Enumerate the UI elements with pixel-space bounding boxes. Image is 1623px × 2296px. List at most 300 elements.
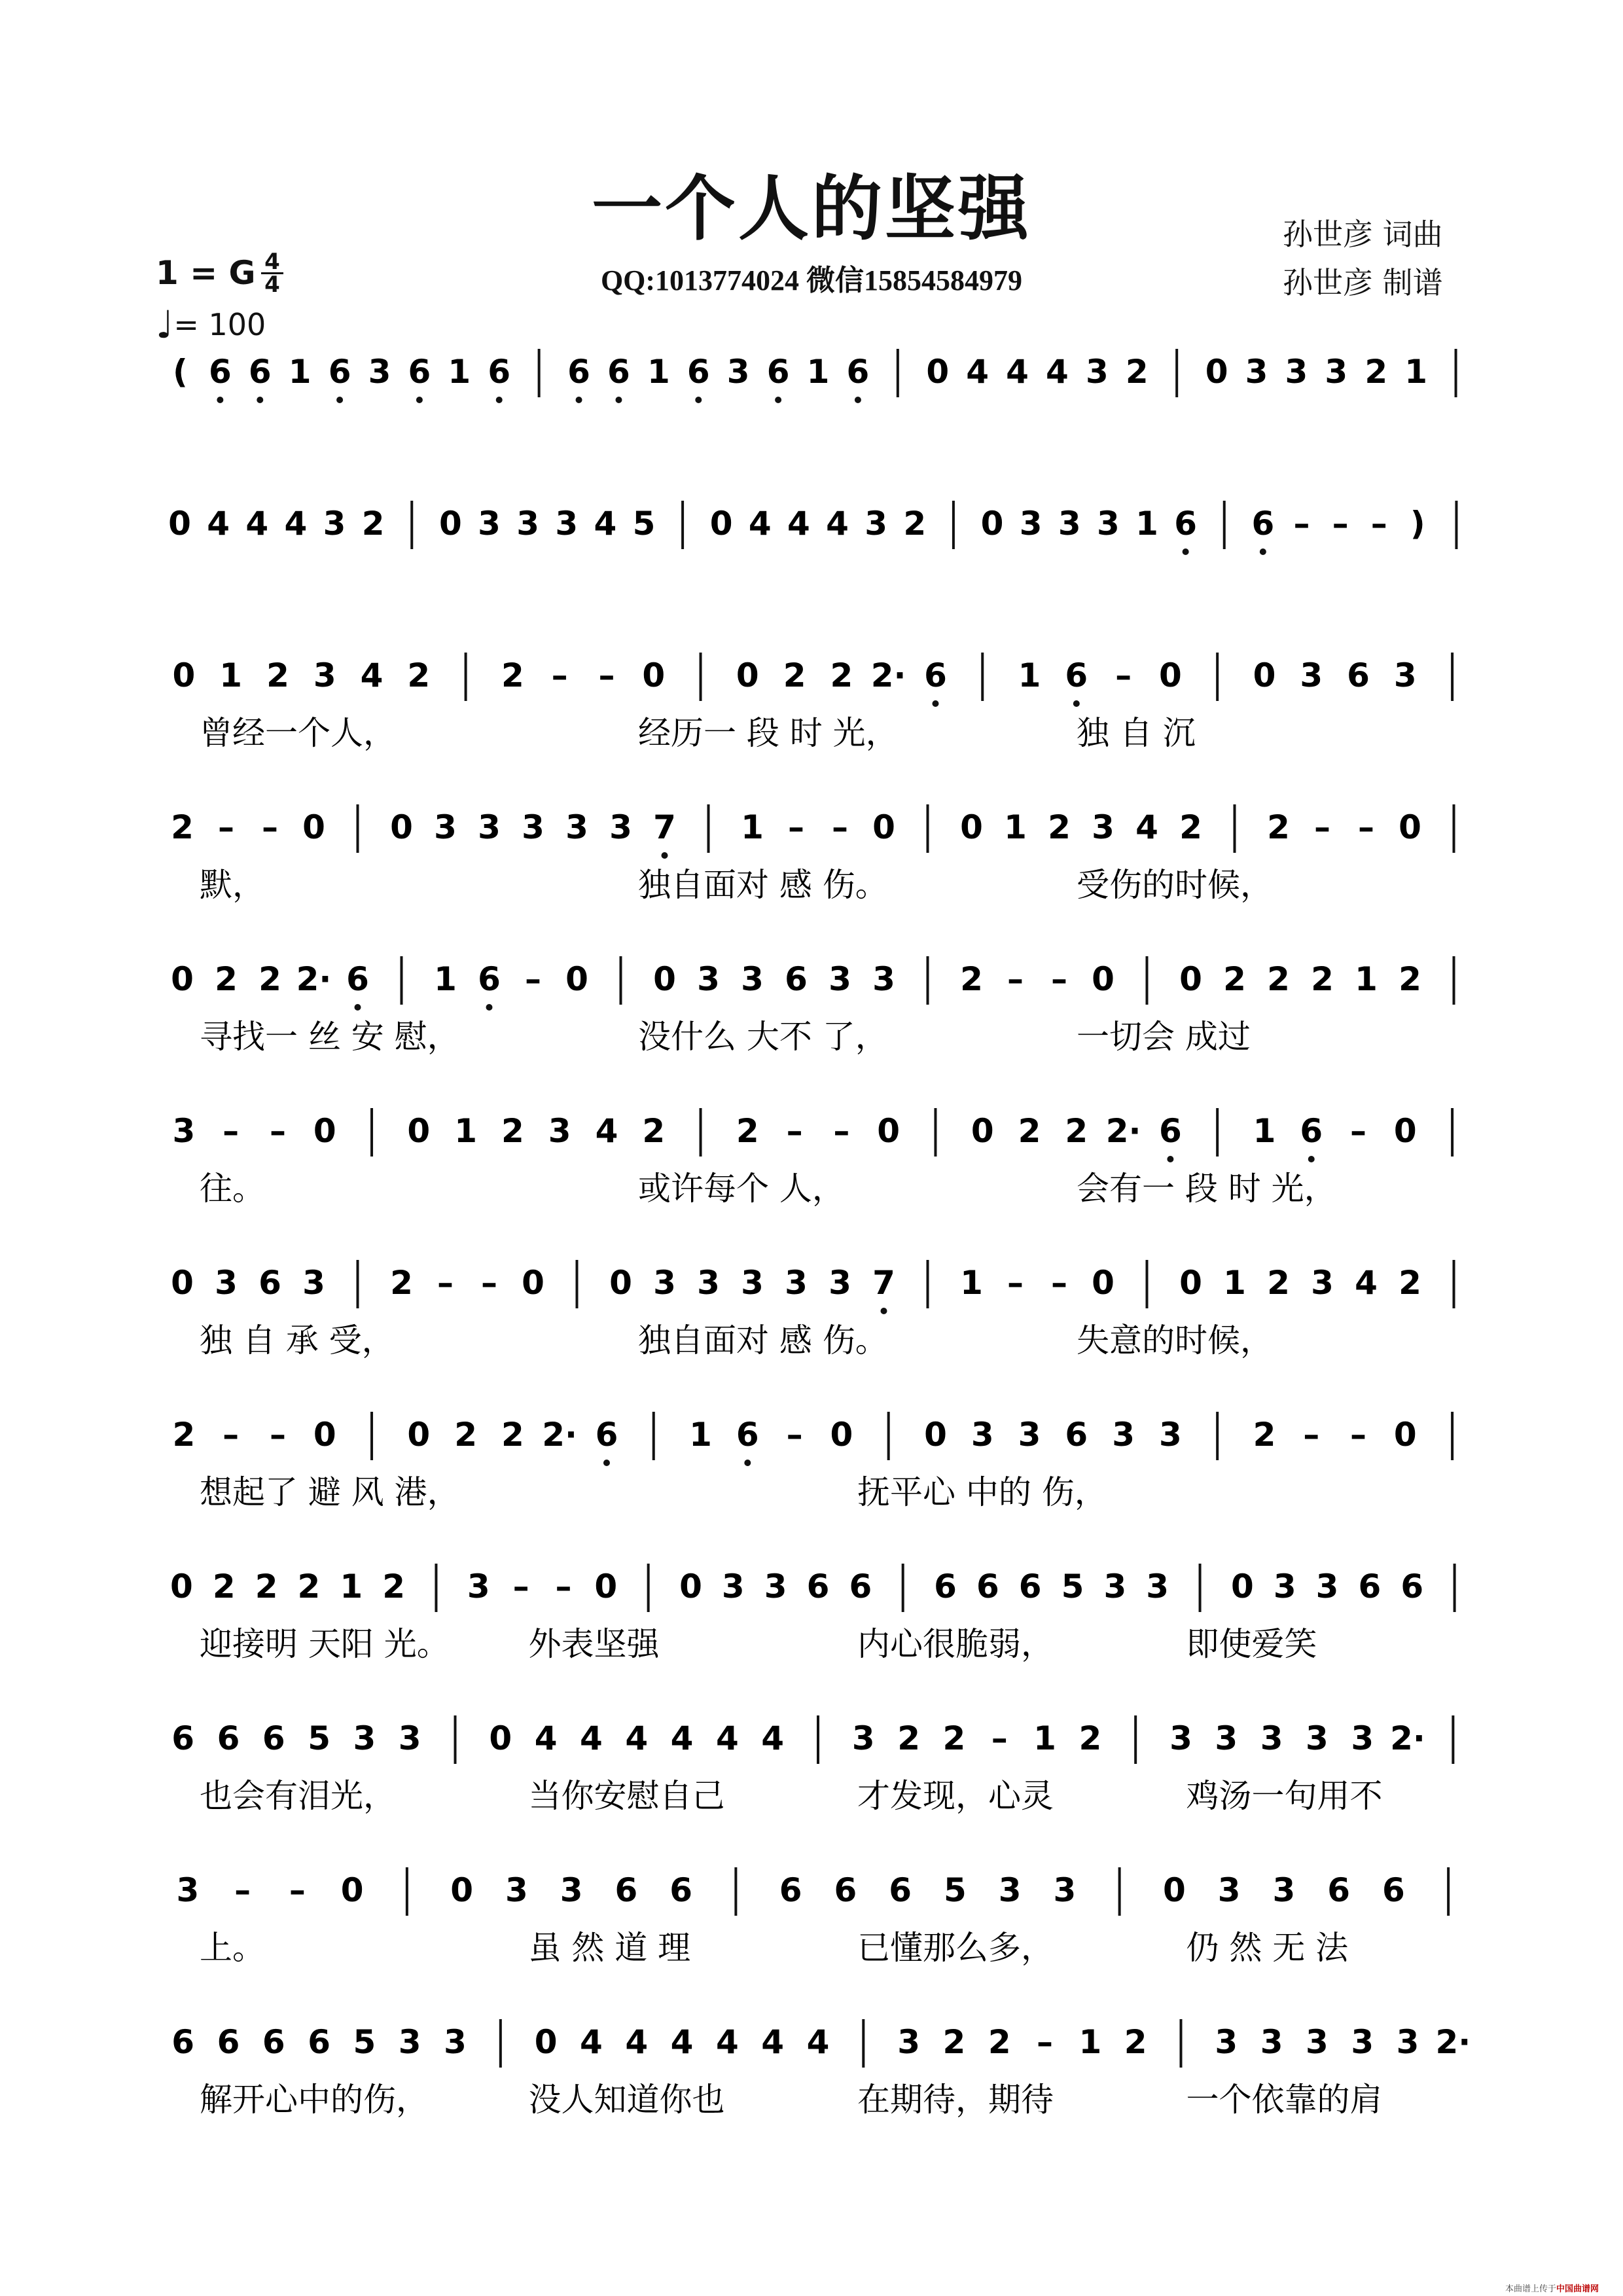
score-note: 3 <box>764 1568 787 1605</box>
score-note: 0 <box>1399 808 1421 846</box>
lyric-line: 曾经一个人， <box>200 714 396 752</box>
lyric-line: 寻找一 丝 安 慰， <box>200 1018 460 1056</box>
score-note: 4 <box>715 2023 739 2061</box>
score-note: 2 <box>454 1416 478 1454</box>
credit-lyrics-music: 孙世彦 词曲 <box>1283 217 1443 252</box>
score-note: 3 <box>851 1719 875 1757</box>
low-octave-dot <box>1167 1156 1173 1162</box>
score-note: 2 <box>1124 2023 1147 2061</box>
lyric-line: 也会有泪光， <box>200 1777 396 1815</box>
score-note: 6 <box>1251 505 1275 543</box>
score-note: 1 <box>1223 1264 1246 1302</box>
score-note: 2 <box>1267 960 1290 998</box>
score-note: 0 <box>1179 1264 1202 1302</box>
score-note: – <box>1293 505 1310 543</box>
lyric-line: 没什么 大不 了， <box>638 1018 888 1056</box>
low-octave-dot <box>416 397 423 403</box>
score-note: 2 <box>297 1568 321 1605</box>
score-note: 0 <box>1162 1871 1186 1909</box>
score-note: 3 <box>1112 1416 1135 1454</box>
score-note: – <box>218 808 234 846</box>
score-note: 3 <box>1306 2023 1329 2061</box>
low-octave-dot <box>855 397 861 403</box>
score-note: 0 <box>1253 656 1276 694</box>
low-octave-dot <box>932 700 938 707</box>
score-note: 6 <box>408 353 431 391</box>
score-note: 2 <box>736 1112 759 1150</box>
score-note: 6 <box>846 353 870 391</box>
contact-info: QQ:1013774024 微信15854584979 <box>600 264 1023 296</box>
score-note: 6 <box>669 1871 693 1909</box>
credit-notation: 孙世彦 制谱 <box>1283 265 1443 300</box>
score-note: – <box>437 1264 454 1302</box>
score-note: 6 <box>595 1416 618 1454</box>
score-note: 1 <box>1033 1719 1056 1757</box>
score-note: – <box>1332 505 1349 543</box>
quarter-note-icon: ♩ <box>156 302 174 347</box>
score-note: – <box>1007 1264 1024 1302</box>
score-note: 6 <box>1065 1416 1088 1454</box>
score-note: 1 <box>1355 960 1378 998</box>
score-note: 3 <box>560 1871 583 1909</box>
score-note: 3 <box>1300 656 1323 694</box>
score-note: 1 <box>1135 505 1158 543</box>
score-note: 6 <box>1065 656 1088 694</box>
score-note: 3 <box>741 1264 764 1302</box>
score-note: 2 <box>259 960 281 998</box>
low-octave-dot <box>1073 700 1080 707</box>
score-note: 2 <box>1399 960 1421 998</box>
score-note: 2 <box>1179 808 1202 846</box>
score-note: 4 <box>826 505 849 543</box>
score-note: – <box>234 1871 251 1909</box>
score-note: 3 <box>516 505 540 543</box>
score-note: 4 <box>1355 1264 1378 1302</box>
score-note: 2· <box>296 960 332 998</box>
lyric-line: 已懂那么多， <box>857 1929 1054 1967</box>
score-note: 3 <box>697 960 720 998</box>
score-note: 6 <box>1174 505 1198 543</box>
score-note: 0 <box>313 1112 336 1150</box>
score-note: 5 <box>353 2023 376 2061</box>
score-note: – <box>223 1112 240 1150</box>
score-note: 2 <box>390 1264 413 1302</box>
score-note: 1 <box>741 808 764 846</box>
lyric-line: 在期待，期待 <box>857 2081 1054 2119</box>
score-note: 2 <box>1048 808 1071 846</box>
lyric-line: 受伤的时候， <box>1077 866 1273 904</box>
score-note: 3 <box>522 808 544 846</box>
score-note: 2 <box>501 1112 524 1150</box>
key-signature: 1 = G <box>156 254 256 292</box>
score-note: 4 <box>360 656 383 694</box>
score-note: 2 <box>212 1568 236 1605</box>
score-note: 6 <box>1018 1568 1042 1605</box>
low-octave-dot <box>744 1460 751 1466</box>
lyric-line: 独 自 承 受， <box>200 1321 395 1359</box>
score-note: 2 <box>255 1568 278 1605</box>
score-note: 4 <box>245 505 269 543</box>
score-note: 6 <box>262 1719 285 1757</box>
score-note: 3 <box>653 1264 676 1302</box>
score-note: 3 <box>1217 1871 1241 1909</box>
score-note: – <box>223 1416 240 1454</box>
score-note: – <box>269 1416 286 1454</box>
score-note: 3 <box>1215 2023 1238 2061</box>
score-note: 3 <box>1158 1416 1182 1454</box>
score-note: 6 <box>1158 1112 1182 1150</box>
score-note: 2 <box>171 808 194 846</box>
lyric-line: 鸡汤一句用不 <box>1186 1777 1383 1815</box>
low-octave-dot <box>603 1460 610 1466</box>
score-note: 0 <box>877 1112 901 1150</box>
score-note: 2 <box>1125 353 1149 391</box>
score-note: 6 <box>1358 1568 1382 1605</box>
score-note: 4 <box>670 1719 694 1757</box>
lyric-line: 独 自 沉 <box>1077 714 1196 752</box>
low-octave-dot <box>881 1308 887 1314</box>
score-note: 0 <box>1179 960 1202 998</box>
score-note: – <box>1037 2023 1054 2061</box>
score-note: 5 <box>1061 1568 1084 1605</box>
tempo-value: = 100 <box>173 307 266 342</box>
score-note: 1 <box>340 1568 363 1605</box>
score-note: 3 <box>176 1871 200 1909</box>
score-note: 4 <box>761 2023 785 2061</box>
low-octave-dot <box>1183 548 1189 555</box>
score-note: 4 <box>1046 353 1069 391</box>
score-note: 6 <box>766 353 790 391</box>
score-note: 2 <box>1018 1112 1041 1150</box>
score-note: 2 <box>830 656 853 694</box>
lyric-line: 内心很脆弱， <box>857 1625 1054 1663</box>
score-note: ( <box>173 353 188 391</box>
score-note: 0 <box>407 1416 431 1454</box>
score-note: 1 <box>434 960 457 998</box>
score-note: 4 <box>1135 808 1158 846</box>
score-note: 3 <box>829 960 851 998</box>
score-note: 4 <box>670 2023 694 2061</box>
score-note: 3 <box>353 1719 376 1757</box>
score-note: 0 <box>407 1112 431 1150</box>
score-note: 2 <box>1223 960 1246 998</box>
score-note: 6 <box>785 960 808 998</box>
score-note: 6 <box>478 960 501 998</box>
score-note: 1 <box>1018 656 1041 694</box>
score-note: 6 <box>976 1568 999 1605</box>
score-note: 6 <box>262 2023 285 2061</box>
score-note: 3 <box>741 960 764 998</box>
score-note: – <box>262 808 278 846</box>
score-note: 3 <box>555 505 579 543</box>
low-octave-dot <box>336 397 343 403</box>
score-note: 4 <box>787 505 810 543</box>
lyric-line: 没人知道你也 <box>528 2081 725 2119</box>
score-note: 0 <box>924 1416 947 1454</box>
score-note: 3 <box>1085 353 1109 391</box>
score-note: 2 <box>783 656 806 694</box>
score-note: 3 <box>721 1568 745 1605</box>
score-note: 2 <box>407 656 431 694</box>
score-note: 6 <box>779 1871 802 1909</box>
score-note: 6 <box>1300 1112 1323 1150</box>
score-note: 3 <box>398 1719 421 1757</box>
score-note: 0 <box>926 353 950 391</box>
low-octave-dot <box>486 1004 493 1011</box>
score-note: 0 <box>709 505 733 543</box>
score-note: 3 <box>1146 1568 1169 1605</box>
score-note: 0 <box>1158 656 1182 694</box>
score-note: 4 <box>625 1719 649 1757</box>
footer-brand: 中国曲谱网 <box>1556 2284 1599 2294</box>
score-note: 3 <box>1215 1719 1238 1757</box>
low-octave-dot <box>217 397 223 403</box>
score-note: 3 <box>865 505 888 543</box>
score-note: – <box>991 1719 1008 1757</box>
score-note: 2· <box>1390 1719 1425 1757</box>
score-note: 6 <box>736 1416 759 1454</box>
score-note: 2 <box>1267 808 1290 846</box>
score-note: 0 <box>172 656 196 694</box>
score-note: 2· <box>1435 2023 1471 2061</box>
score-note: 0 <box>565 960 588 998</box>
score-note: 0 <box>1205 353 1228 391</box>
score-note: 3 <box>302 1264 325 1302</box>
score-note: 3 <box>1260 2023 1283 2061</box>
score-note: 1 <box>448 353 471 391</box>
score-note: 1 <box>288 353 312 391</box>
lyric-line: 往。 <box>200 1170 265 1208</box>
score-note: – <box>551 656 568 694</box>
score-note: 3 <box>1273 1568 1296 1605</box>
low-octave-dot <box>576 397 582 403</box>
score-note: 3 <box>1019 505 1043 543</box>
score-note: 3 <box>548 1112 571 1150</box>
score-note: 0 <box>313 1416 336 1454</box>
score-note: 3 <box>478 505 501 543</box>
score-note: 2· <box>542 1416 578 1454</box>
score-note: 2 <box>1065 1112 1088 1150</box>
score-note: 0 <box>1393 1416 1417 1454</box>
score-note: 1 <box>689 1416 712 1454</box>
score-note: 3 <box>1285 353 1308 391</box>
score-note: 0 <box>171 960 194 998</box>
score-note: 4 <box>1006 353 1029 391</box>
score-note: 3 <box>313 656 336 694</box>
score-note: 3 <box>829 1264 851 1302</box>
score-note: 0 <box>170 1568 193 1605</box>
score-note: 7 <box>872 1264 895 1302</box>
score-note: 3 <box>478 808 501 846</box>
low-octave-dot <box>355 1004 361 1011</box>
score-note: 3 <box>897 2023 921 2061</box>
score-note: 2 <box>1253 1416 1276 1454</box>
score-note: 3 <box>697 1264 720 1302</box>
score-note: 1 <box>1004 808 1027 846</box>
score-note: 0 <box>489 1719 512 1757</box>
low-octave-dot <box>695 397 702 403</box>
lyric-line: 解开心中的伤， <box>200 2081 429 2119</box>
score-note: – <box>1370 505 1387 543</box>
score-note: 3 <box>609 808 632 846</box>
score-note: 1 <box>1404 353 1428 391</box>
score-note: 1 <box>960 1264 983 1302</box>
lyric-line: 失意的时候， <box>1077 1321 1273 1359</box>
score-note: 5 <box>308 1719 330 1757</box>
score-note: 0 <box>830 1416 853 1454</box>
score-note: 0 <box>522 1264 544 1302</box>
score-note: 6 <box>208 353 232 391</box>
song-title: 一个人的坚强 <box>591 168 1031 250</box>
score-note: 5 <box>943 1871 967 1909</box>
score-note: – <box>289 1871 306 1909</box>
score-note: 4 <box>284 505 308 543</box>
score-note: 3 <box>505 1871 528 1909</box>
score-note: – <box>525 960 541 998</box>
score-note: 6 <box>171 2023 195 2061</box>
score-note: 2 <box>172 1416 196 1454</box>
score-note: – <box>788 808 804 846</box>
score-note: 3 <box>872 960 895 998</box>
score-note: 6 <box>806 1568 830 1605</box>
score-note: 6 <box>1400 1568 1424 1605</box>
score-note: 6 <box>488 353 511 391</box>
score-note: 0 <box>171 1264 194 1302</box>
score-note: 3 <box>1092 808 1115 846</box>
lyric-line: 上。 <box>200 1929 265 1967</box>
score-note: 4 <box>594 505 617 543</box>
score-note: 3 <box>1311 1264 1334 1302</box>
score-note: 0 <box>642 656 666 694</box>
score-note: 0 <box>980 505 1004 543</box>
score-note: 1 <box>647 353 670 391</box>
score-note: 2 <box>215 960 238 998</box>
score-note: 6 <box>1327 1871 1351 1909</box>
low-octave-dot <box>615 397 622 403</box>
score-note: 3 <box>971 1416 994 1454</box>
time-signature-top: 4 <box>264 249 280 275</box>
score-note: 0 <box>679 1568 702 1605</box>
score-note: 3 <box>1396 2023 1419 2061</box>
score-note: 2 <box>1399 1264 1421 1302</box>
score-note: – <box>1051 960 1067 998</box>
score-note: 3 <box>398 2023 421 2061</box>
lyric-line: 默， <box>200 866 265 904</box>
score-note: 1 <box>454 1112 478 1150</box>
score-note: 0 <box>1092 1264 1115 1302</box>
score-note: 3 <box>467 1568 490 1605</box>
score-note: 0 <box>960 808 983 846</box>
score-note: 0 <box>450 1871 474 1909</box>
lyric-line: 会有一 段 时 光， <box>1077 1170 1337 1208</box>
score-note: 0 <box>1092 960 1115 998</box>
lyric-line: 才发现，心灵 <box>857 1777 1054 1815</box>
score-note: 3 <box>1245 353 1268 391</box>
score-note: 2 <box>1267 1264 1290 1302</box>
score-note: 6 <box>217 2023 240 2061</box>
score-note: 2 <box>361 505 385 543</box>
score-note: – <box>598 656 615 694</box>
score-note: 6 <box>924 656 947 694</box>
score-note: – <box>833 1112 850 1150</box>
score-note: 4 <box>207 505 230 543</box>
score-note: 0 <box>340 1871 364 1909</box>
score-note: 2 <box>1311 960 1334 998</box>
score-note: 2 <box>942 1719 966 1757</box>
score-note: – <box>832 808 848 846</box>
low-octave-dot <box>1308 1156 1315 1162</box>
score-note: – <box>1314 808 1330 846</box>
score-note: 3 <box>1325 353 1348 391</box>
score-note: 3 <box>1260 1719 1283 1757</box>
lyric-line: 虽 然 道 理 <box>528 1929 691 1967</box>
score-note: 2 <box>903 505 927 543</box>
score-note: ) <box>1410 505 1425 543</box>
score-note: 6 <box>607 353 630 391</box>
low-octave-dot <box>1260 548 1266 555</box>
score-note: – <box>481 1264 497 1302</box>
lyric-line: 即使爱笑 <box>1186 1625 1317 1663</box>
lyric-line: 抚平心 中的 伤， <box>857 1473 1107 1511</box>
score-note: 4 <box>625 2023 649 2061</box>
low-octave-dot <box>662 852 668 859</box>
lyric-line: 当你安慰自己 <box>528 1777 725 1815</box>
score-note: – <box>786 1416 803 1454</box>
score-note: 3 <box>172 1112 196 1150</box>
footer-text: 本曲谱上传于 <box>1505 2284 1557 2294</box>
low-octave-dot <box>257 397 263 403</box>
score-note: 4 <box>595 1112 618 1150</box>
score-note: 4 <box>761 1719 785 1757</box>
score-note: 0 <box>971 1112 994 1150</box>
score-note: 1 <box>1253 1112 1276 1150</box>
score-note: 4 <box>715 1719 739 1757</box>
score-note: 3 <box>1306 1719 1329 1757</box>
score-note: – <box>1115 656 1132 694</box>
score-note: 6 <box>248 353 272 391</box>
score-note: 2 <box>988 2023 1011 2061</box>
lyric-line: 迎接明 天阳 光。 <box>200 1625 450 1663</box>
score-note: 3 <box>368 353 391 391</box>
score-note: 3 <box>1272 1871 1296 1909</box>
low-octave-dot <box>496 397 503 403</box>
score-note: 3 <box>1169 1719 1192 1757</box>
score-note: 0 <box>872 808 895 846</box>
score-note: 3 <box>1103 1568 1127 1605</box>
score-note: 2 <box>382 1568 406 1605</box>
score-note: 6 <box>849 1568 872 1605</box>
score-note: 3 <box>1315 1568 1339 1605</box>
score-note: – <box>512 1568 529 1605</box>
score-note: 3 <box>434 808 457 846</box>
score-note: 0 <box>1230 1568 1254 1605</box>
score-note: 0 <box>168 505 191 543</box>
score-note: 4 <box>806 2023 830 2061</box>
score-note: 0 <box>438 505 462 543</box>
score-note: 4 <box>534 1719 558 1757</box>
score-note: – <box>1358 808 1374 846</box>
score-note: 6 <box>889 1871 912 1909</box>
score-note: 6 <box>834 1871 857 1909</box>
lyric-line: 或许每个 人， <box>638 1170 845 1208</box>
score-note: 3 <box>1096 505 1120 543</box>
time-signature-bottom: 4 <box>264 272 280 298</box>
score-note: 2 <box>897 1719 921 1757</box>
lyric-line: 经历一 段 时 光， <box>638 714 899 752</box>
score-note: – <box>1007 960 1024 998</box>
score-note: 0 <box>302 808 325 846</box>
score-note: 6 <box>308 2023 330 2061</box>
